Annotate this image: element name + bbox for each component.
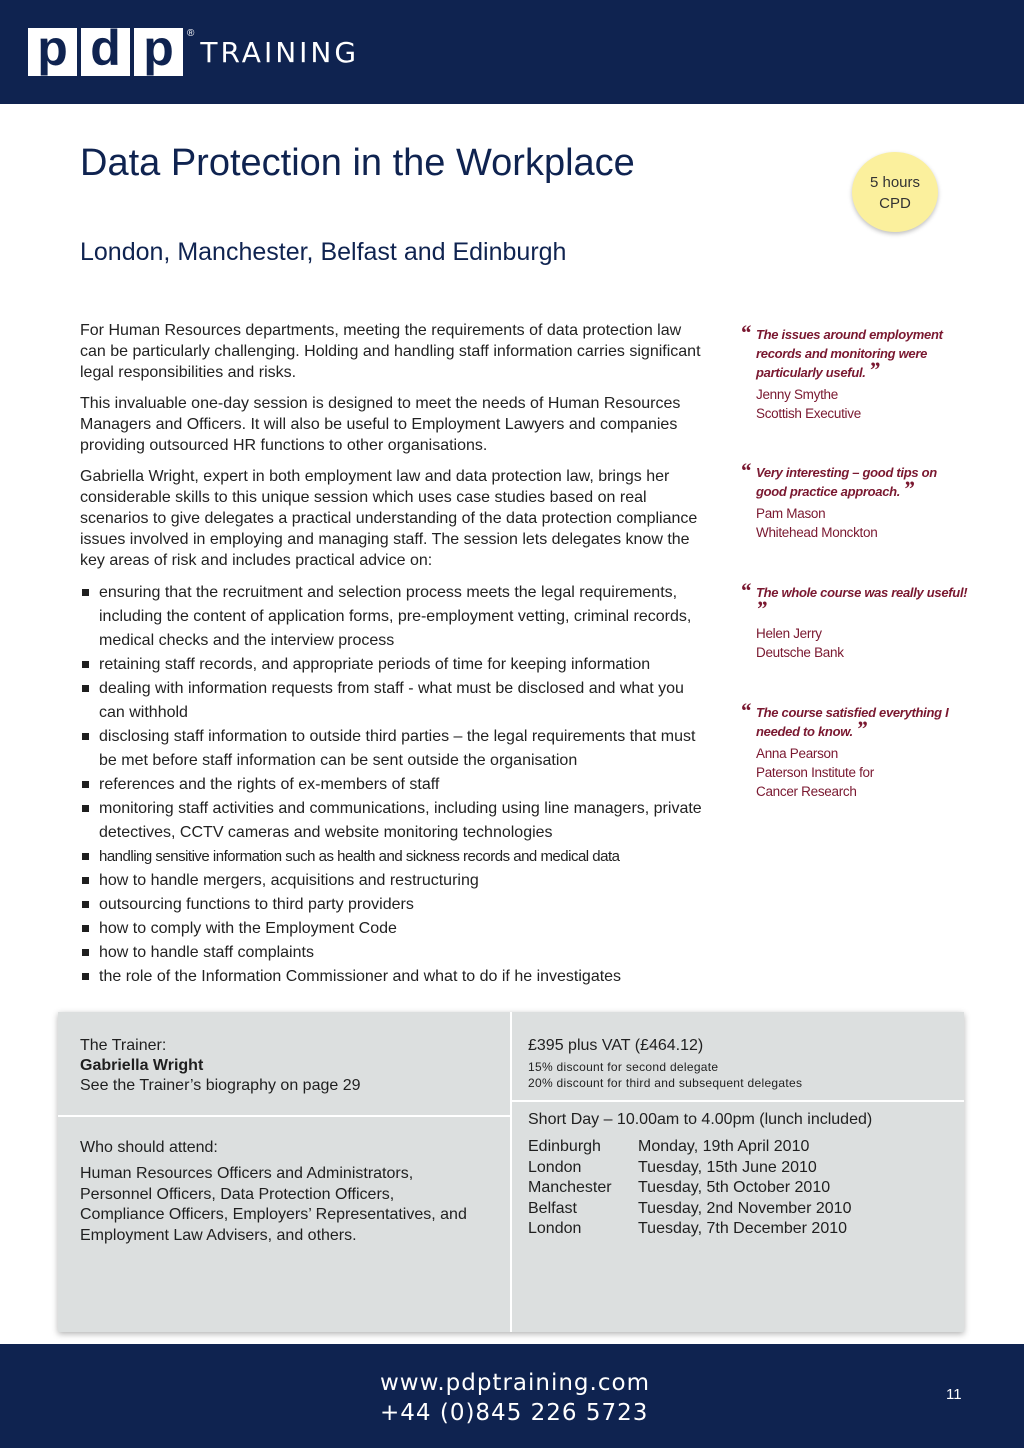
- logo-letter-d: d: [81, 28, 130, 76]
- open-quote-mark: “: [740, 458, 751, 483]
- testimonial-quote: The course satisfied everything I needed to know.: [756, 705, 949, 739]
- logo-letter-p: p: [28, 28, 77, 76]
- testimonial-quote: The whole course was really useful!: [756, 585, 968, 600]
- schedule-date: Tuesday, 7th December 2010: [638, 1220, 848, 1237]
- open-quote-mark: “: [740, 698, 751, 723]
- close-quote-mark: ”: [903, 476, 915, 501]
- schedule-row: [528, 1219, 851, 1240]
- topic-item: retaining staff records, and appropriate periods of time for keeping information: [80, 653, 710, 677]
- testimonial-org: Scottish Executive: [756, 406, 861, 421]
- topic-item: disclosing staff information to outside third parties – the legal requirements that must be met before staff information can be sent outside the organisation: [80, 725, 710, 773]
- topic-item: dealing with information requests from staff - what must be disclosed and what you can withhold: [80, 677, 710, 725]
- topic-item: references and the rights of ex-members of staff: [80, 773, 710, 797]
- topic-item: monitoring staff activities and communications, including using line managers, private detectives, CCTV cameras and website monitoring technologies: [80, 797, 710, 845]
- schedule-row: [528, 1137, 851, 1158]
- footer-band: [0, 1344, 1024, 1448]
- schedule-row: [528, 1158, 851, 1179]
- topic-item: how to handle mergers, acquisitions and restructuring: [80, 869, 710, 893]
- trainer-section: [80, 1036, 490, 1096]
- close-quote-mark: ”: [856, 716, 867, 741]
- price-section: [528, 1036, 948, 1091]
- open-quote-mark: “: [740, 320, 751, 345]
- panel-divider-left: [58, 1115, 510, 1117]
- panel-divider-right: [512, 1100, 964, 1102]
- course-info-panel: [58, 1012, 964, 1332]
- cpd-hours: 5 hours: [869, 174, 921, 191]
- testimonial-org: Deutsche Bank: [756, 645, 844, 660]
- schedule-date: Tuesday, 5th October 2010: [638, 1179, 831, 1196]
- schedule-city: London: [528, 1220, 582, 1237]
- intro-paragraph-3: Gabriella Wright, expert in both employment law and data protection law, brings her considerable skills to this unique session which uses case studies based on real scenarios to give delegates a practical understanding of the data protection compliance issues involved in employing and managing staff. The session lets delegates know the key areas of risk and includes practical advice on:: [80, 468, 698, 569]
- open-quote-mark: “: [740, 578, 751, 603]
- schedule-table: [528, 1137, 851, 1240]
- trainer-name: Gabriella Wright: [80, 1057, 204, 1074]
- schedule-date: Tuesday, 15th June 2010: [638, 1158, 817, 1176]
- testimonial-name: Anna Pearson: [756, 746, 838, 761]
- testimonial-quote: Very interesting – good tips on good practice approach.: [756, 465, 937, 499]
- intro-paragraph-2: This invaluable one-day session is designed to meet the needs of Human Resources Managers and Officers. It will also be useful to Employment Lawyers and companies providing outsourced HR functions to other organisations.: [80, 395, 681, 454]
- topic-item: how to handle staff complaints: [80, 941, 710, 965]
- topic-item: how to comply with the Employment Code: [80, 917, 710, 941]
- trainer-label: The Trainer:: [80, 1037, 167, 1054]
- discount-second: 15% discount for second delegate: [528, 1060, 719, 1074]
- schedule-date: Monday, 19th April 2010: [638, 1138, 810, 1155]
- close-quote-mark: ”: [868, 357, 880, 382]
- schedule-city: Edinburgh: [528, 1138, 601, 1155]
- testimonials: [740, 320, 970, 801]
- cpd-label: CPD: [879, 195, 911, 212]
- attendees-text: Human Resources Officers and Administrators, Personnel Officers, Data Protection Officers, Compliance Officers, Employers’ Representatives, and Employment Law Advisers, and others.: [80, 1165, 467, 1244]
- schedule-city: Belfast: [528, 1199, 577, 1217]
- pdp-logo: [28, 28, 359, 76]
- testimonial-org: Whitehead Monckton: [756, 525, 878, 540]
- schedule-section: [528, 1110, 948, 1240]
- page-title: Data Protection in the Workplace: [80, 142, 635, 184]
- attendees-label: Who should attend:: [80, 1139, 218, 1156]
- topic-item: outsourcing functions to third party providers: [80, 893, 710, 917]
- testimonial-name: Pam Mason: [756, 506, 826, 521]
- price-main: £395 plus VAT (£464.12): [528, 1037, 704, 1054]
- schedule-row: [528, 1199, 851, 1220]
- schedule-city: London: [528, 1158, 582, 1176]
- cpd-badge: [852, 152, 938, 232]
- page-number: 11: [946, 1386, 962, 1403]
- testimonial-org: Paterson Institute for Cancer Research: [756, 765, 874, 799]
- intro-paragraph-1: For Human Resources departments, meeting the requirements of data protection law can be particularly challenging. Holding and handling staff information carries significant legal responsibilities and risks.: [80, 322, 701, 381]
- trainer-bio-reference: See the Trainer’s biography on page 29: [80, 1077, 361, 1094]
- registered-mark: ®: [187, 28, 195, 39]
- attendees-section: [80, 1138, 480, 1246]
- testimonial-name: Jenny Smythe: [756, 387, 838, 402]
- phone-number: +44 (0)845 226 5723: [380, 1400, 649, 1426]
- website-link[interactable]: www.pdptraining.com: [380, 1370, 650, 1396]
- schedule-city: Manchester: [528, 1179, 612, 1196]
- testimonial-name: Helen Jerry: [756, 626, 822, 641]
- topic-item: ensuring that the recruitment and selection process meets the legal requirements, including the content of application forms, pre-employment vetting, criminal records, medical checks and the interview process: [80, 581, 710, 653]
- close-quote-mark: ”: [756, 596, 767, 621]
- course-description: [80, 320, 710, 989]
- topic-list: [80, 581, 710, 989]
- testimonial: [740, 578, 970, 662]
- footer-contact: [380, 1368, 650, 1428]
- schedule-row: [528, 1178, 851, 1199]
- topic-item: the role of the Information Commissioner and what to do if he investigates: [80, 965, 710, 989]
- logo-word: TRAINING: [200, 35, 360, 69]
- topic-item: handling sensitive information such as health and sickness records and medical data: [80, 845, 710, 869]
- testimonial: [740, 320, 970, 423]
- testimonial-quote: The issues around employment records and monitoring were particularly useful.: [756, 327, 943, 380]
- schedule-date: Tuesday, 2nd November 2010: [638, 1199, 852, 1217]
- testimonial: [740, 698, 970, 801]
- testimonial: [740, 458, 970, 542]
- panel-divider-vertical: [510, 1012, 512, 1332]
- header-band: [0, 0, 1024, 104]
- discount-third: 20% discount for third and subsequent delegates: [528, 1076, 803, 1090]
- schedule-header: Short Day – 10.00am to 4.00pm (lunch included): [528, 1111, 873, 1128]
- logo-letter-p2: p: [134, 28, 183, 76]
- course-locations: London, Manchester, Belfast and Edinburgh: [80, 238, 567, 266]
